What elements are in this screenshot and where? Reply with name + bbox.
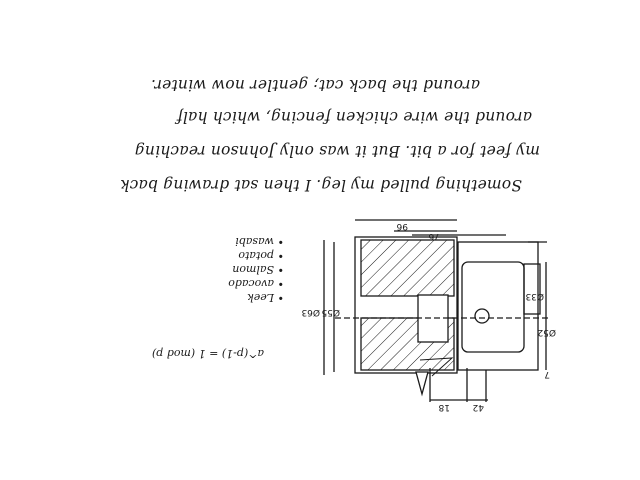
dim-bottom-a: 18 [438, 402, 450, 412]
cap-body [458, 242, 538, 370]
note-line-1: Something pulled my leg. I then sat drawing back [119, 176, 522, 194]
center-hole [475, 309, 489, 323]
dim-right: Ø33 [525, 291, 544, 301]
note-line-2: my feet for a bit. But it was only Johnson reaching [134, 142, 540, 160]
dim-left-b: Ø55 [321, 307, 340, 317]
dim-right-b: Ø52 [537, 327, 556, 337]
dim-left-a: Ø63 [301, 307, 320, 317]
note-line-4: around the back cat; gentler now winter. [150, 76, 480, 94]
hatch-bottom [361, 240, 454, 296]
list-item: • avocado [228, 277, 284, 290]
dim-inner: 76 [428, 231, 440, 241]
part-outline [324, 220, 548, 402]
formula: a^(p-1) = 1 (mod p) [151, 347, 264, 360]
list-item: • Salmon [232, 263, 284, 276]
list-item: • potato [238, 249, 284, 262]
note-line-3: around the wire chicken fencing, which half [176, 108, 532, 126]
arrow-marker [416, 372, 428, 394]
dim-corner: 7 [544, 369, 550, 379]
list-item: • Leek [247, 291, 284, 304]
dim-top: 96 [396, 221, 408, 231]
dim-bottom-b: 42 [472, 402, 484, 412]
list-item: • wasabi [235, 235, 284, 248]
cap-inner [462, 262, 524, 352]
